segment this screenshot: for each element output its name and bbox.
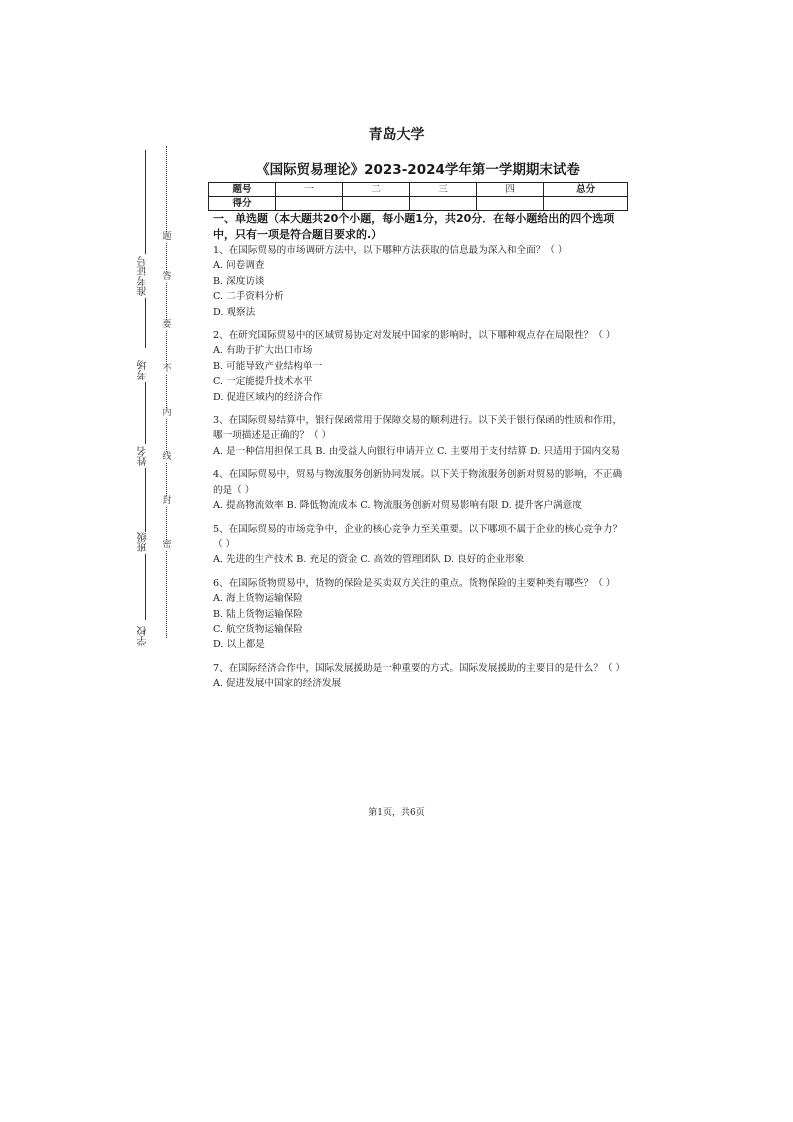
question-option: C. 二手资料分析 <box>213 291 284 303</box>
question-7 <box>213 661 631 692</box>
score-header-cell: 三 <box>410 183 477 197</box>
question-stem: 3、在国际贸易结算中，银行保函常用于保障交易的顺利进行。以下关于银行保函的性质和作用，哪一项描述是正确的？（ ） <box>213 415 623 442</box>
field-exam-room <box>138 360 152 444</box>
question-stem: 5、在国际贸易的市场竞争中，企业的核心竞争力至关重要。以下哪项不属于企业的核心竞争力？（ ） <box>213 523 623 550</box>
question-6 <box>213 576 631 653</box>
binding-char: 内 <box>160 408 174 419</box>
score-header-cell: 一 <box>276 183 343 197</box>
question-5 <box>213 522 631 568</box>
score-table-score-row <box>209 197 628 211</box>
field-name-line <box>145 468 146 532</box>
question-option: B. 陆上货物运输保险 <box>213 608 303 620</box>
score-header-cell: 二 <box>343 183 410 197</box>
university-name: 青岛大学 <box>368 127 425 143</box>
section-title: 一、单选题（本大题共20个小题，每小题1分，共20分．在每小题给出的四个选项中，只有一项是符合题目要求的.） <box>213 212 615 241</box>
question-stem: 2、在研究国际贸易中的区域贸易协定对发展中国家的影响时，以下哪种观点存在局限性？（ ） <box>213 330 616 342</box>
binding-char: 封 <box>160 496 174 507</box>
question-option: A. 海上货物运输保险 <box>213 593 303 605</box>
field-school <box>138 626 152 646</box>
question-option: A. 问卷调查 <box>213 260 265 272</box>
question-1 <box>213 243 631 320</box>
question-option: D. 观察法 <box>213 306 256 318</box>
exam-title: 《国际贸易理论》2023-2024学年第一学期期末试卷 <box>256 162 580 178</box>
binding-char: 答 <box>160 272 174 283</box>
score-header-cell: 四 <box>477 183 544 197</box>
score-cell[interactable] <box>343 197 410 211</box>
score-row-label: 得分 <box>209 197 276 211</box>
question-option: A. 提高物流效率 B. 降低物流成本 C. 物流服务创新对贸易影响有限 D. 提升客户满意度 <box>213 500 582 512</box>
field-class-label: 班级 <box>138 532 149 552</box>
score-table <box>208 182 628 211</box>
question-option: A. 是一种信用担保工具 B. 由受益人向银行申请开立 C. 主要用于支付结算 D. 只适用于国内交易 <box>213 445 621 457</box>
question-option: B. 可能导致产业结构单一 <box>213 360 323 372</box>
field-school-label: 学校 <box>138 626 149 646</box>
question-option: D. 促进区域内的经济合作 <box>213 391 323 403</box>
field-class-line <box>145 554 146 620</box>
field-exam-number-label: 准考证号 <box>138 256 149 296</box>
question-stem: 6、在国际货物贸易中，货物的保险是买卖双方关注的重点。货物保险的主要种类有哪些？（ ） <box>213 577 616 589</box>
field-exam-number-line <box>145 298 146 348</box>
binding-dotted-line <box>166 146 167 638</box>
question-2 <box>213 328 631 405</box>
question-option: B. 深度访谈 <box>213 275 265 287</box>
field-class <box>138 532 152 620</box>
question-option: A. 先进的生产技术 B. 充足的资金 C. 高效的管理团队 D. 良好的企业形象 <box>213 554 525 566</box>
score-cell[interactable] <box>544 197 628 211</box>
score-header-cell: 总分 <box>544 183 628 197</box>
question-option: C. 航空货物运输保险 <box>213 623 303 635</box>
score-cell[interactable] <box>410 197 477 211</box>
field-underline <box>145 150 146 254</box>
binding-char: 不 <box>160 364 174 375</box>
field-exam-room-line <box>145 382 146 444</box>
binding-char: 题 <box>160 232 174 243</box>
question-3 <box>213 413 631 459</box>
question-option: A. 有助于扩大出口市场 <box>213 345 313 357</box>
question-stem: 1、在国际贸易的市场调研方法中，以下哪种方法获取的信息最为深入和全面？（ ） <box>213 245 568 256</box>
binding-char: 线 <box>160 452 174 463</box>
binding-char: 要 <box>160 320 174 331</box>
question-option: C. 一定能提升技术水平 <box>213 376 313 388</box>
score-cell[interactable] <box>276 197 343 211</box>
score-table-header-row <box>209 183 628 197</box>
question-option: D. 以上都是 <box>213 639 265 651</box>
page-footer: 第1页，共6页 <box>368 808 425 818</box>
exam-content <box>213 211 631 700</box>
question-stem: 7、在国际经济合作中，国际发展援助是一种重要的方式。国际发展援助的主要目的是什么？（ ） <box>213 662 626 674</box>
score-header-cell: 题号 <box>209 183 276 197</box>
binding-char: 密 <box>160 540 174 551</box>
field-name <box>138 446 152 532</box>
field-exam-number <box>138 256 152 348</box>
score-cell[interactable] <box>477 197 544 211</box>
question-stem: 4、在国际贸易中，贸易与物流服务创新协同发展。以下关于物流服务创新对贸易的影响，不正确的是（ ） <box>213 469 623 496</box>
question-option: A. 促进发展中国家的经济发展 <box>213 678 342 690</box>
question-4 <box>213 467 631 513</box>
field-exam-room-label: 考场 <box>138 360 149 380</box>
field-name-label: 姓名 <box>138 446 149 466</box>
